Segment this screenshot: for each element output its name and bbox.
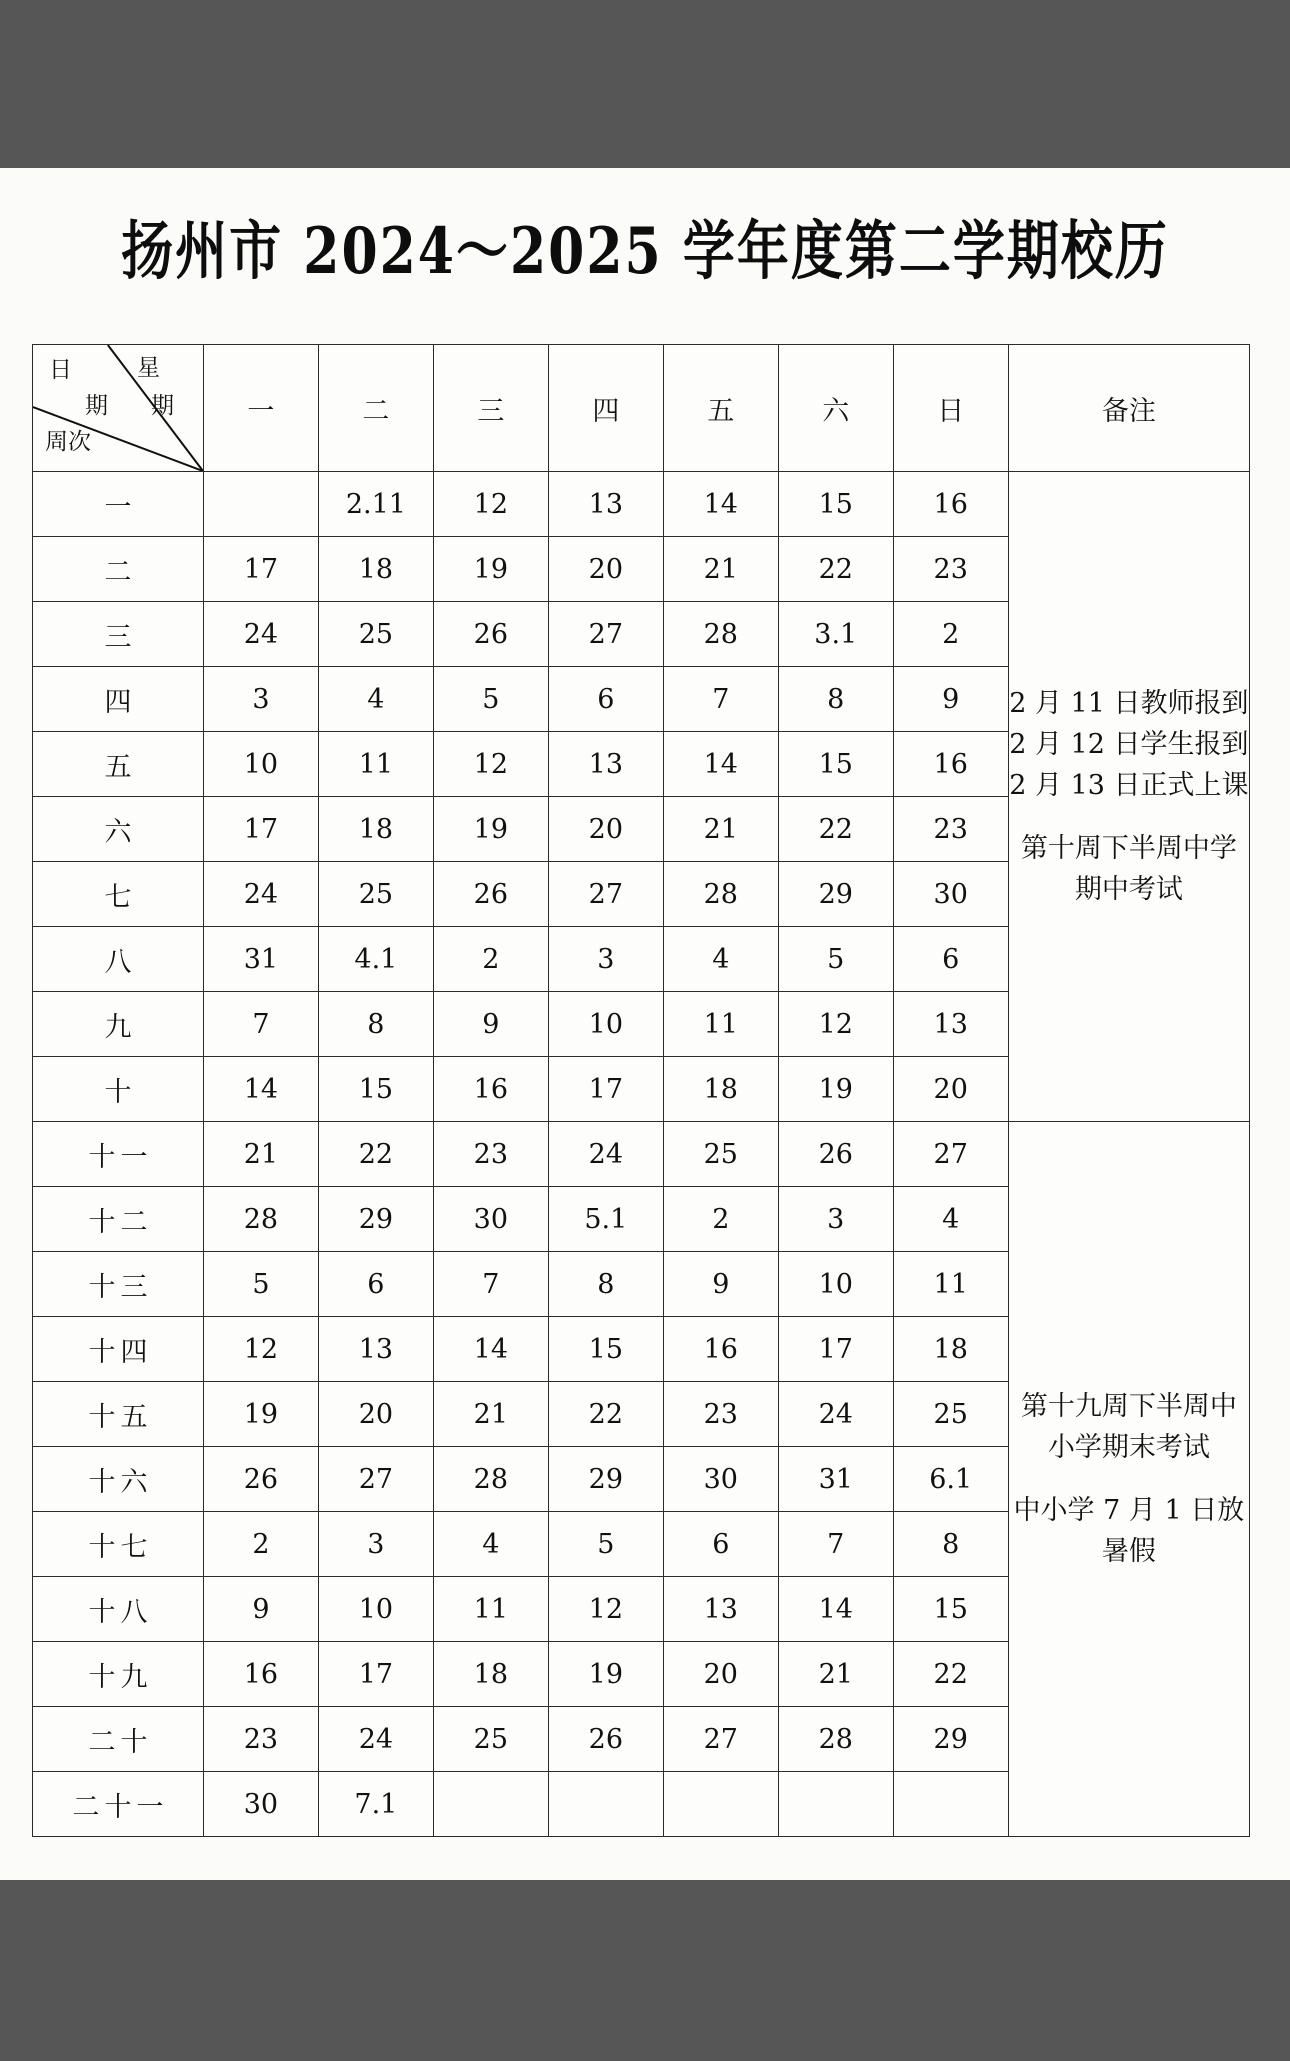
date-cell: 9 xyxy=(203,1577,318,1642)
date-cell: 10 xyxy=(203,732,318,797)
date-cell: 2 xyxy=(663,1187,778,1252)
date-cell: 28 xyxy=(663,602,778,667)
date-cell: 29 xyxy=(548,1447,663,1512)
date-cell: 19 xyxy=(433,537,548,602)
corner-label-weekday-char-2: 期 xyxy=(151,393,174,419)
date-cell: 7 xyxy=(778,1512,893,1577)
letterbox-top-bar xyxy=(0,0,1290,168)
date-cell: 17 xyxy=(318,1642,433,1707)
remark-line: 中小学 7 月 1 日放 xyxy=(1013,1495,1245,1526)
date-cell: 28 xyxy=(203,1187,318,1252)
date-cell: 4 xyxy=(663,927,778,992)
date-cell: 19 xyxy=(548,1642,663,1707)
date-cell: 9 xyxy=(433,992,548,1057)
week-number-cell: 九 xyxy=(33,992,204,1057)
date-cell: 5.1 xyxy=(548,1187,663,1252)
date-cell: 9 xyxy=(893,667,1008,732)
week-number-cell: 六 xyxy=(33,797,204,862)
date-cell: 21 xyxy=(203,1122,318,1187)
date-cell: 2 xyxy=(203,1512,318,1577)
date-cell: 12 xyxy=(778,992,893,1057)
date-cell: 13 xyxy=(548,472,663,537)
date-cell: 5 xyxy=(203,1252,318,1317)
week-number-cell: 八 xyxy=(33,927,204,992)
date-cell: 30 xyxy=(203,1772,318,1837)
date-cell: 23 xyxy=(893,797,1008,862)
date-cell: 22 xyxy=(893,1642,1008,1707)
day-header-friday: 五 xyxy=(663,345,778,472)
date-cell: 27 xyxy=(548,862,663,927)
date-cell: 4.1 xyxy=(318,927,433,992)
date-cell: 13 xyxy=(318,1317,433,1382)
day-header-sunday: 日 xyxy=(893,345,1008,472)
date-cell: 15 xyxy=(778,732,893,797)
remark-line: 期中考试 xyxy=(1074,874,1183,906)
date-cell: 17 xyxy=(778,1317,893,1382)
date-cell: 18 xyxy=(663,1057,778,1122)
date-cell: 27 xyxy=(548,602,663,667)
week-number-cell: 十八 xyxy=(33,1577,204,1642)
date-cell xyxy=(433,1772,548,1837)
week-number-cell: 十一 xyxy=(33,1122,204,1187)
remark-block xyxy=(1009,1490,1249,1572)
week-number-cell: 四 xyxy=(33,667,204,732)
corner-label-weekday-char-1: 星 xyxy=(137,355,160,381)
remark-line: 2 月 12 日学生报到 xyxy=(1009,728,1249,760)
date-cell: 2 xyxy=(433,927,548,992)
date-cell: 20 xyxy=(893,1057,1008,1122)
date-cell: 26 xyxy=(778,1122,893,1187)
date-cell: 27 xyxy=(663,1707,778,1772)
date-cell: 11 xyxy=(663,992,778,1057)
date-cell: 31 xyxy=(203,927,318,992)
remark-line: 小学期末考试 xyxy=(1047,1431,1210,1463)
date-cell: 2.11 xyxy=(318,472,433,537)
remarks-cell xyxy=(1008,1122,1249,1837)
date-cell: 20 xyxy=(548,537,663,602)
corner-label-date-char-1: 日 xyxy=(49,357,72,383)
week-number-cell: 二十一 xyxy=(33,1772,204,1837)
date-cell: 19 xyxy=(433,797,548,862)
day-header-tuesday: 二 xyxy=(318,345,433,472)
date-cell: 24 xyxy=(778,1382,893,1447)
date-cell: 20 xyxy=(318,1382,433,1447)
date-cell: 17 xyxy=(203,797,318,862)
date-cell: 26 xyxy=(433,862,548,927)
date-cell: 5 xyxy=(433,667,548,732)
date-cell: 17 xyxy=(203,537,318,602)
week-number-cell: 五 xyxy=(33,732,204,797)
date-cell: 12 xyxy=(203,1317,318,1382)
date-cell: 27 xyxy=(318,1447,433,1512)
date-cell: 6.1 xyxy=(893,1447,1008,1512)
date-cell: 5 xyxy=(778,927,893,992)
date-cell: 22 xyxy=(778,797,893,862)
date-cell: 11 xyxy=(893,1252,1008,1317)
date-cell: 28 xyxy=(433,1447,548,1512)
calendar-table-container xyxy=(32,344,1250,1837)
date-cell: 2 xyxy=(893,602,1008,667)
date-cell: 6 xyxy=(663,1512,778,1577)
date-cell: 5 xyxy=(548,1512,663,1577)
week-number-cell: 三 xyxy=(33,602,204,667)
date-cell xyxy=(663,1772,778,1837)
day-header-thursday: 四 xyxy=(548,345,663,472)
table-header-row xyxy=(33,345,1250,472)
date-cell: 29 xyxy=(893,1707,1008,1772)
date-cell: 18 xyxy=(318,537,433,602)
date-cell: 15 xyxy=(778,472,893,537)
day-header-saturday: 六 xyxy=(778,345,893,472)
date-cell: 12 xyxy=(548,1577,663,1642)
date-cell: 6 xyxy=(318,1252,433,1317)
date-cell: 25 xyxy=(433,1707,548,1772)
corner-label-week-number: 周次 xyxy=(45,429,91,455)
date-cell: 25 xyxy=(663,1122,778,1187)
date-cell: 24 xyxy=(203,602,318,667)
date-cell: 11 xyxy=(433,1577,548,1642)
remark-line: 2 月 13 日正式上课 xyxy=(1009,769,1249,801)
table-body xyxy=(33,472,1250,1837)
week-number-cell: 十三 xyxy=(33,1252,204,1317)
date-cell: 15 xyxy=(893,1577,1008,1642)
date-cell xyxy=(548,1772,663,1837)
date-cell: 30 xyxy=(893,862,1008,927)
day-header-monday: 一 xyxy=(203,345,318,472)
date-cell: 20 xyxy=(663,1642,778,1707)
date-cell: 22 xyxy=(778,537,893,602)
week-number-cell: 十七 xyxy=(33,1512,204,1577)
date-cell: 26 xyxy=(548,1707,663,1772)
date-cell: 23 xyxy=(433,1122,548,1187)
week-number-cell: 一 xyxy=(33,472,204,537)
date-cell: 29 xyxy=(318,1187,433,1252)
date-cell: 16 xyxy=(203,1642,318,1707)
date-cell: 15 xyxy=(318,1057,433,1122)
date-cell: 4 xyxy=(318,667,433,732)
date-cell: 26 xyxy=(433,602,548,667)
date-cell: 7 xyxy=(433,1252,548,1317)
date-cell: 18 xyxy=(433,1642,548,1707)
date-cell: 25 xyxy=(318,862,433,927)
date-cell: 18 xyxy=(318,797,433,862)
date-cell: 7.1 xyxy=(318,1772,433,1837)
date-cell: 10 xyxy=(778,1252,893,1317)
date-cell: 8 xyxy=(778,667,893,732)
date-cell: 28 xyxy=(778,1707,893,1772)
date-cell: 8 xyxy=(548,1252,663,1317)
letterbox-bottom-bar xyxy=(0,1880,1290,2061)
remark-block xyxy=(1009,683,1249,806)
date-cell: 13 xyxy=(663,1577,778,1642)
date-cell xyxy=(893,1772,1008,1837)
school-calendar-table xyxy=(32,344,1250,1837)
date-cell: 24 xyxy=(548,1122,663,1187)
date-cell: 7 xyxy=(203,992,318,1057)
date-cell: 14 xyxy=(778,1577,893,1642)
date-cell: 16 xyxy=(893,732,1008,797)
date-cell: 4 xyxy=(433,1512,548,1577)
date-cell: 3 xyxy=(548,927,663,992)
corner-label-date-char-2: 期 xyxy=(85,393,108,419)
corner-header-cell xyxy=(33,345,204,472)
date-cell: 4 xyxy=(893,1187,1008,1252)
date-cell xyxy=(203,472,318,537)
date-cell: 31 xyxy=(778,1447,893,1512)
remark-line: 第十九周下半周中 xyxy=(1020,1390,1237,1422)
date-cell: 14 xyxy=(433,1317,548,1382)
table-row xyxy=(33,1122,1250,1187)
week-number-cell: 十四 xyxy=(33,1317,204,1382)
date-cell: 16 xyxy=(893,472,1008,537)
week-number-cell: 十 xyxy=(33,1057,204,1122)
remark-line: 暑假 xyxy=(1101,1536,1156,1568)
date-cell: 21 xyxy=(433,1382,548,1447)
week-number-cell: 二十 xyxy=(33,1707,204,1772)
date-cell: 28 xyxy=(663,862,778,927)
date-cell: 18 xyxy=(893,1317,1008,1382)
date-cell: 29 xyxy=(778,862,893,927)
date-cell: 20 xyxy=(548,797,663,862)
date-cell: 21 xyxy=(778,1642,893,1707)
week-number-cell: 二 xyxy=(33,537,204,602)
remark-line: 第十周下半周中学 xyxy=(1020,833,1237,865)
date-cell: 19 xyxy=(778,1057,893,1122)
date-cell: 26 xyxy=(203,1447,318,1512)
date-cell: 25 xyxy=(318,602,433,667)
date-cell: 6 xyxy=(893,927,1008,992)
date-cell: 3 xyxy=(203,667,318,732)
table-head xyxy=(33,345,1250,472)
date-cell: 27 xyxy=(893,1122,1008,1187)
date-cell: 13 xyxy=(548,732,663,797)
date-cell: 15 xyxy=(548,1317,663,1382)
date-cell: 30 xyxy=(433,1187,548,1252)
date-cell: 22 xyxy=(318,1122,433,1187)
date-cell: 17 xyxy=(548,1057,663,1122)
date-cell: 21 xyxy=(663,797,778,862)
table-row xyxy=(33,472,1250,537)
date-cell: 14 xyxy=(663,472,778,537)
date-cell: 16 xyxy=(433,1057,548,1122)
date-cell: 3 xyxy=(778,1187,893,1252)
date-cell: 30 xyxy=(663,1447,778,1512)
date-cell: 12 xyxy=(433,732,548,797)
date-cell: 14 xyxy=(663,732,778,797)
date-cell: 8 xyxy=(893,1512,1008,1577)
week-number-cell: 七 xyxy=(33,862,204,927)
date-cell: 23 xyxy=(893,537,1008,602)
date-cell: 12 xyxy=(433,472,548,537)
remarks-column-header: 备注 xyxy=(1008,345,1249,472)
week-number-cell: 十二 xyxy=(33,1187,204,1252)
date-cell: 25 xyxy=(893,1382,1008,1447)
date-cell: 22 xyxy=(548,1382,663,1447)
date-cell: 6 xyxy=(548,667,663,732)
date-cell: 7 xyxy=(663,667,778,732)
remark-block xyxy=(1009,1386,1249,1468)
remark-line: 2 月 11 日教师报到 xyxy=(1009,687,1249,719)
page-title: 扬州市 2024～2025 学年度第二学期校历 xyxy=(121,214,1169,289)
remarks-cell xyxy=(1008,472,1249,1122)
week-number-cell: 十九 xyxy=(33,1642,204,1707)
date-cell xyxy=(778,1772,893,1837)
date-cell: 21 xyxy=(663,537,778,602)
date-cell: 14 xyxy=(203,1057,318,1122)
date-cell: 3.1 xyxy=(778,602,893,667)
date-cell: 24 xyxy=(318,1707,433,1772)
day-header-wednesday: 三 xyxy=(433,345,548,472)
date-cell: 23 xyxy=(663,1382,778,1447)
date-cell: 10 xyxy=(318,1577,433,1642)
remark-block xyxy=(1009,828,1249,910)
date-cell: 9 xyxy=(663,1252,778,1317)
date-cell: 16 xyxy=(663,1317,778,1382)
calendar-document-sheet xyxy=(0,168,1290,1880)
date-cell: 3 xyxy=(318,1512,433,1577)
date-cell: 23 xyxy=(203,1707,318,1772)
week-number-cell: 十六 xyxy=(33,1447,204,1512)
date-cell: 8 xyxy=(318,992,433,1057)
date-cell: 13 xyxy=(893,992,1008,1057)
date-cell: 10 xyxy=(548,992,663,1057)
date-cell: 19 xyxy=(203,1382,318,1447)
date-cell: 11 xyxy=(318,732,433,797)
date-cell: 24 xyxy=(203,862,318,927)
week-number-cell: 十五 xyxy=(33,1382,204,1447)
